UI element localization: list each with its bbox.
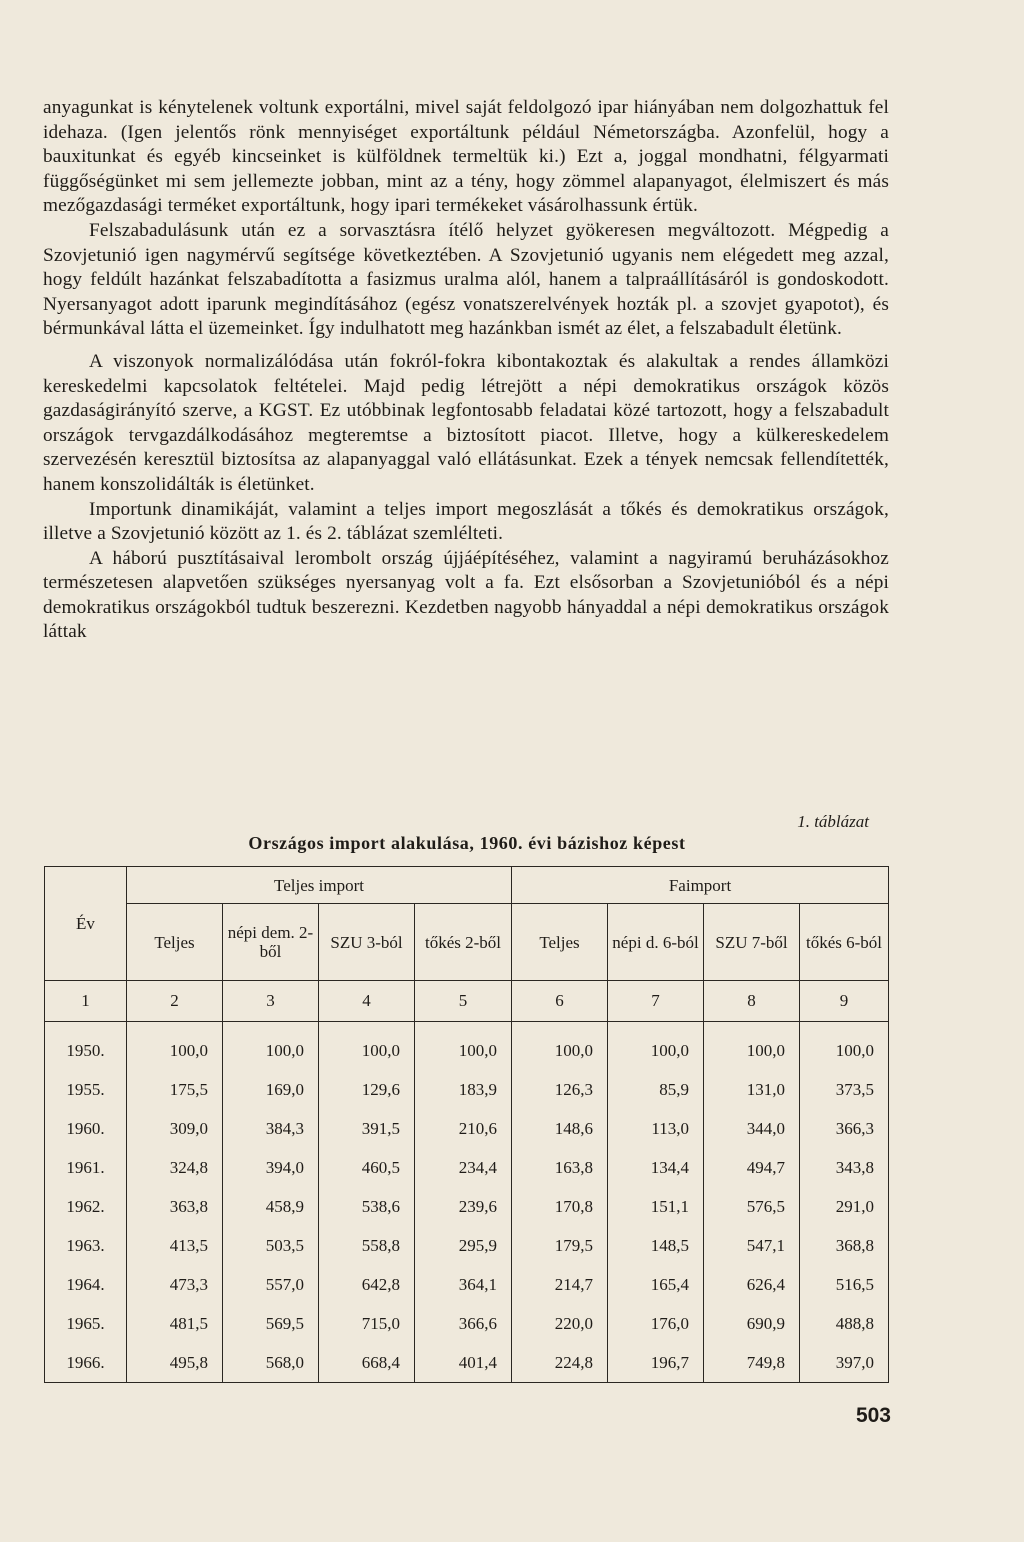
value-cell: 100,0: [512, 1022, 608, 1071]
value-cell: 343,8: [800, 1148, 889, 1187]
value-cell: 100,0: [415, 1022, 512, 1071]
value-cell: 214,7: [512, 1265, 608, 1304]
sub-header: tőkés 6-ból: [800, 904, 889, 981]
table-row: [45, 1265, 889, 1304]
sub-header: Teljes: [512, 904, 608, 981]
value-cell: 100,0: [127, 1022, 223, 1071]
value-cell: 494,7: [704, 1148, 800, 1187]
value-cell: 148,5: [608, 1226, 704, 1265]
value-cell: 547,1: [704, 1226, 800, 1265]
value-cell: 291,0: [800, 1187, 889, 1226]
sub-header: tőkés 2-ből: [415, 904, 512, 981]
value-cell: 366,3: [800, 1109, 889, 1148]
value-cell: 569,5: [223, 1304, 319, 1343]
value-cell: 473,3: [127, 1265, 223, 1304]
value-cell: 503,5: [223, 1226, 319, 1265]
value-cell: 626,4: [704, 1265, 800, 1304]
column-number: 8: [704, 981, 800, 1022]
value-cell: 176,0: [608, 1304, 704, 1343]
value-cell: 384,3: [223, 1109, 319, 1148]
sub-header: Teljes: [127, 904, 223, 981]
year-cell: 1955.: [45, 1070, 127, 1109]
sub-header: SZU 3-ból: [319, 904, 415, 981]
table-row: [45, 1304, 889, 1343]
value-cell: 324,8: [127, 1148, 223, 1187]
table-label: 1. táblázat: [797, 812, 869, 831]
value-cell: 401,4: [415, 1343, 512, 1383]
value-cell: 363,8: [127, 1187, 223, 1226]
value-cell: 460,5: [319, 1148, 415, 1187]
value-cell: 488,8: [800, 1304, 889, 1343]
value-cell: 175,5: [127, 1070, 223, 1109]
table-row: [45, 1187, 889, 1226]
value-cell: 558,8: [319, 1226, 415, 1265]
sub-header: SZU 7-ből: [704, 904, 800, 981]
paragraph: A háború pusztításaival lerombolt ország újjáépítéséhez, valamint a nagyiramú beruházásokhoz természetesen alapvetően szükséges nyersanyag volt a fa. Ezt elsősorban a Szovjetunióból és a népi demokratikus országokból tudtuk beszerezni. Kezdetben nagyobb hányaddal a népi demokratikus országok láttak: [43, 547, 889, 643]
value-cell: 344,0: [704, 1109, 800, 1148]
sub-header: népi d. 6-ból: [608, 904, 704, 981]
group-header-wood-import: Faimport: [512, 867, 889, 904]
value-cell: 576,5: [704, 1187, 800, 1226]
value-cell: 715,0: [319, 1304, 415, 1343]
value-cell: 394,0: [223, 1148, 319, 1187]
value-cell: 100,0: [223, 1022, 319, 1071]
table-row: [45, 1343, 889, 1383]
column-number: 4: [319, 981, 415, 1022]
value-cell: 397,0: [800, 1343, 889, 1383]
table-title: Országos import alakulása, 1960. évi bázishoz képest: [248, 833, 686, 853]
import-table: [44, 866, 889, 1383]
column-number: 9: [800, 981, 889, 1022]
value-cell: 210,6: [415, 1109, 512, 1148]
value-cell: 690,9: [704, 1304, 800, 1343]
column-number: 6: [512, 981, 608, 1022]
year-cell: 1960.: [45, 1109, 127, 1148]
table-body: [45, 1022, 889, 1383]
value-cell: 568,0: [223, 1343, 319, 1383]
value-cell: 163,8: [512, 1148, 608, 1187]
value-cell: 183,9: [415, 1070, 512, 1109]
column-number: 5: [415, 981, 512, 1022]
table-row: [45, 1070, 889, 1109]
column-number: 2: [127, 981, 223, 1022]
value-cell: 100,0: [800, 1022, 889, 1071]
year-cell: 1966.: [45, 1343, 127, 1383]
value-cell: 295,9: [415, 1226, 512, 1265]
value-cell: 538,6: [319, 1187, 415, 1226]
year-cell: 1950.: [45, 1022, 127, 1071]
column-number: 7: [608, 981, 704, 1022]
value-cell: 366,6: [415, 1304, 512, 1343]
value-cell: 481,5: [127, 1304, 223, 1343]
table-row: [45, 1109, 889, 1148]
value-cell: 368,8: [800, 1226, 889, 1265]
value-cell: 642,8: [319, 1265, 415, 1304]
value-cell: 364,1: [415, 1265, 512, 1304]
value-cell: 224,8: [512, 1343, 608, 1383]
value-cell: 458,9: [223, 1187, 319, 1226]
value-cell: 100,0: [608, 1022, 704, 1071]
value-cell: 170,8: [512, 1187, 608, 1226]
value-cell: 239,6: [415, 1187, 512, 1226]
year-cell: 1965.: [45, 1304, 127, 1343]
value-cell: 234,4: [415, 1148, 512, 1187]
year-cell: 1962.: [45, 1187, 127, 1226]
value-cell: 100,0: [319, 1022, 415, 1071]
year-cell: 1963.: [45, 1226, 127, 1265]
value-cell: 220,0: [512, 1304, 608, 1343]
value-cell: 196,7: [608, 1343, 704, 1383]
year-cell: 1964.: [45, 1265, 127, 1304]
value-cell: 516,5: [800, 1265, 889, 1304]
value-cell: 113,0: [608, 1109, 704, 1148]
value-cell: 85,9: [608, 1070, 704, 1109]
paragraph: Importunk dinamikáját, valamint a teljes import megoszlását a tőkés és demokratikus országok, illetve a Szovjetunió között az 1. és 2. táblázat szemlélteti.: [43, 498, 889, 545]
value-cell: 131,0: [704, 1070, 800, 1109]
table-row: [45, 1022, 889, 1071]
paragraph: A viszonyok normalizálódása után fokról-fokra kibontakoztak és alakultak a rendes államközi kereskedelmi kapcsolatok feltételei. Majd pedig létrejött a népi demokratikus országok közös gazdaságirányító szerve, a KGST. Ez utóbbinak legfontosabb feladatai közé tartozott, hogy a felszabadult országok tervgazdálkodásához megteremtse a biztosított piacot. Illetve, hogy a külkereskedelem szervezésén keresztül biztosítsa az alapanyaggal való ellátásunkat. Ezek a tények nemcsak fellendítették, hanem konszolidálták is életünket.: [43, 350, 889, 495]
page-number: 503: [855, 1404, 891, 1427]
value-cell: 668,4: [319, 1343, 415, 1383]
value-cell: 126,3: [512, 1070, 608, 1109]
column-number: 1: [45, 981, 127, 1022]
year-cell: 1961.: [45, 1148, 127, 1187]
sub-header: népi dem. 2-ből: [223, 904, 319, 981]
value-cell: 134,4: [608, 1148, 704, 1187]
value-cell: 749,8: [704, 1343, 800, 1383]
value-cell: 129,6: [319, 1070, 415, 1109]
table-row: [45, 1226, 889, 1265]
table-row: [45, 1148, 889, 1187]
value-cell: 179,5: [512, 1226, 608, 1265]
paragraph: Felszabadulásunk után ez a sorvasztásra ítélő helyzet gyökeresen megváltozott. Mégpedig a Szovjetunió igen nagymérvű segítsége következtében. A Szovjetunió ugyanis nem elégedett meg azzal, hogy feldúlt hazánkat felszabadította a fasizmus uralma alól, hanem a talpraállításáról is gondoskodott. Nyersanyagot adott iparunk megindításához (egész vonatszerelvények hozták pl. a szovjet gyapotot), és bérmunkával látta el üzemeinket. Így indulhatott meg hazánkban ismét az élet, a felszabadult életünk.: [43, 219, 889, 340]
value-cell: 373,5: [800, 1070, 889, 1109]
body-text: [43, 96, 889, 645]
value-cell: 169,0: [223, 1070, 319, 1109]
value-cell: 413,5: [127, 1226, 223, 1265]
value-cell: 495,8: [127, 1343, 223, 1383]
paragraph: anyagunkat is kénytelenek voltunk exportálni, mivel saját feldolgozó ipar hiányában nem dolgozhattuk fel idehaza. (Igen jelentős rönk mennyiséget exportáltunk például Németországba. Azonfelül, hogy a bauxitunkat és egyéb kincseinket is külföldnek termeltük ki.) Ezt a, joggal mondhatni, félgyarmati függőségünket mi sem jellemezte jobban, mint az a tény, hogy zömmel alapanyagot, élelmiszert és más mezőgazdasági terméket exportáltunk, hogy ipari termékeket vásárolhassunk értük.: [43, 97, 889, 217]
group-header-total-import: Teljes import: [127, 867, 512, 904]
value-cell: 165,4: [608, 1265, 704, 1304]
column-number: 3: [223, 981, 319, 1022]
value-cell: 100,0: [704, 1022, 800, 1071]
value-cell: 391,5: [319, 1109, 415, 1148]
year-header: Év: [45, 867, 127, 981]
value-cell: 557,0: [223, 1265, 319, 1304]
value-cell: 309,0: [127, 1109, 223, 1148]
value-cell: 148,6: [512, 1109, 608, 1148]
value-cell: 151,1: [608, 1187, 704, 1226]
